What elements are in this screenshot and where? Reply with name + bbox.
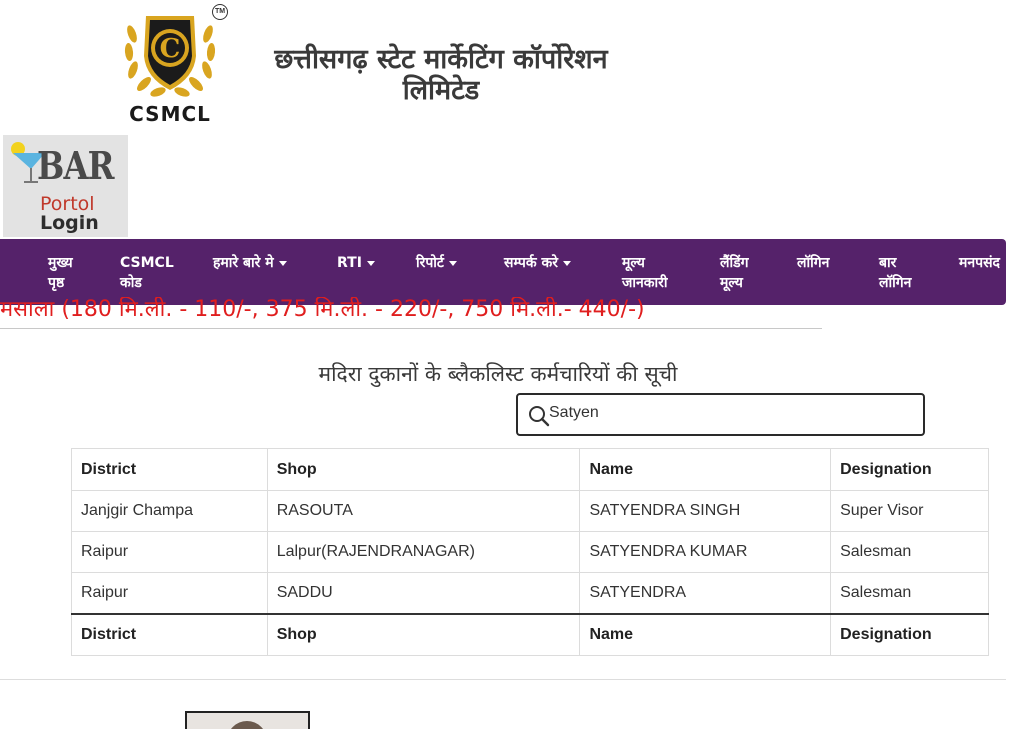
price-ticker	[0, 297, 1006, 323]
nav-price-line1: मूल्य	[622, 255, 645, 271]
column-header-shop[interactable]: Shop	[267, 449, 580, 491]
organization-title	[236, 44, 646, 106]
column-header-designation[interactable]: Designation	[831, 449, 989, 491]
footer-name: Name	[580, 614, 831, 656]
org-title-line2: लिमिटेड	[402, 75, 480, 106]
column-header-district[interactable]: District	[72, 449, 268, 491]
cell-name: SATYENDRA	[580, 573, 831, 614]
cell-designation: Salesman	[831, 573, 989, 614]
footer-divider	[0, 679, 1006, 680]
table-row	[72, 491, 989, 532]
nav-price-line2: जानकारी	[622, 275, 668, 291]
nav-report-label: रिपोर्ट	[416, 255, 444, 271]
cell-district: Raipur	[72, 532, 268, 573]
nav-contact-dropdown[interactable]	[504, 253, 571, 273]
profile-photo	[185, 711, 310, 729]
table-header-row	[72, 449, 989, 491]
nav-favorite-label: मनपसंद	[959, 255, 1000, 271]
footer-district: District	[72, 614, 268, 656]
nav-about-label: हमारे बारे मे	[213, 255, 274, 271]
nav-home-line1: मुख्य	[48, 255, 73, 271]
nav-price-info[interactable]	[622, 253, 668, 293]
svg-text:C: C	[159, 34, 181, 64]
cell-shop: RASOUTA	[267, 491, 580, 532]
bar-portal-login-link[interactable]	[3, 135, 128, 237]
page-title: मदिरा दुकानों के ब्लैकलिस्ट कर्मचारियों की सूची	[318, 362, 678, 386]
nav-landing-line1: लैंडिंग	[720, 255, 749, 271]
nav-csmcl-line1: CSMCL	[120, 255, 174, 271]
nav-bar-login-line1: बार	[879, 255, 897, 271]
cell-designation: Salesman	[831, 532, 989, 573]
nav-favorite[interactable]	[959, 253, 1000, 273]
table-footer-row	[72, 614, 989, 656]
nav-home-line2: पृष्ठ	[48, 275, 65, 291]
nav-home[interactable]	[48, 253, 73, 293]
caret-down-icon	[279, 261, 287, 266]
cell-name: SATYENDRA SINGH	[580, 491, 831, 532]
nav-landing-line2: मूल्य	[720, 275, 743, 291]
search-field[interactable]	[516, 393, 925, 436]
person-head-shape	[227, 721, 267, 729]
cell-shop: SADDU	[267, 573, 580, 614]
nav-about-us-dropdown[interactable]	[213, 253, 287, 273]
nav-rti-dropdown[interactable]	[337, 253, 375, 273]
nav-rti-label: RTI	[337, 255, 362, 271]
column-header-name[interactable]: Name	[580, 449, 831, 491]
divider	[0, 328, 822, 329]
trademark-mark: TM	[212, 4, 228, 20]
cell-district: Raipur	[72, 573, 268, 614]
main-navbar	[0, 239, 1006, 305]
nav-csmcl-code[interactable]	[120, 253, 174, 293]
search-icon	[528, 405, 550, 427]
footer-designation: Designation	[831, 614, 989, 656]
shield-emblem-icon	[120, 4, 230, 104]
cell-district: Janjgir Champa	[72, 491, 268, 532]
nav-login[interactable]	[797, 253, 829, 273]
blacklist-table	[71, 448, 989, 656]
portol-label: Portol	[40, 193, 95, 215]
cell-designation: Super Visor	[831, 491, 989, 532]
login-label: Login	[40, 212, 99, 234]
table-row	[72, 573, 989, 614]
brand-name: CSMCL	[129, 102, 211, 126]
footer-shop: Shop	[267, 614, 580, 656]
cell-name: SATYENDRA KUMAR	[580, 532, 831, 573]
nav-landing-price[interactable]	[720, 253, 749, 293]
org-title-line1: छत्तीसगढ़ स्टेट मार्केटिंग कॉर्पोरेशन	[274, 44, 608, 75]
nav-bar-login[interactable]	[879, 253, 911, 293]
bar-logo-text: BAR	[37, 143, 114, 188]
csmcl-logo[interactable]	[120, 4, 230, 126]
nav-bar-login-line2: लॉगिन	[879, 275, 912, 291]
caret-down-icon	[563, 261, 571, 266]
caret-down-icon	[449, 261, 457, 266]
search-input[interactable]	[549, 400, 909, 426]
table-row	[72, 532, 989, 573]
ticker-text: मसाला (180 मि.ली. - 110/-, 375 मि.ली. - 220/-, 750 मि.ली.- 440/-)	[0, 297, 645, 322]
cell-shop: Lalpur(RAJENDRANAGAR)	[267, 532, 580, 573]
nav-contact-label: सम्पर्क करे	[504, 255, 558, 271]
nav-report-dropdown[interactable]	[416, 253, 457, 273]
caret-down-icon	[367, 261, 375, 266]
nav-login-label: लॉगिन	[797, 255, 830, 271]
nav-csmcl-line2: कोड	[120, 275, 142, 291]
